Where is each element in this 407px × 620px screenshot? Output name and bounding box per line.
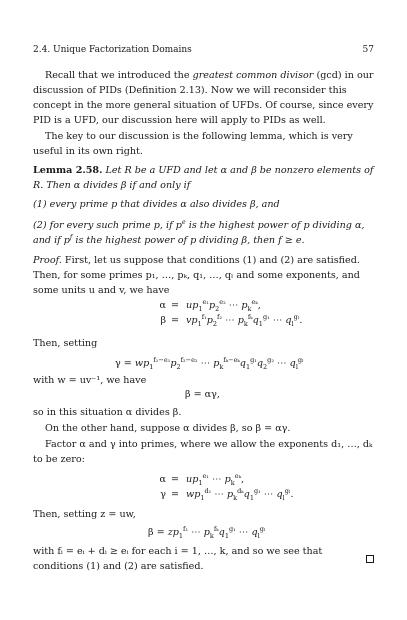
section-title: 2.4. Unique Factorization Domains	[33, 45, 192, 55]
other-hand: On the other hand, suppose α divides β, so β = αγ.	[45, 423, 291, 434]
page-number: 57	[362, 45, 374, 55]
proof-intro	[33, 253, 374, 298]
proof-conclusion: with fᵢ = eᵢ + dᵢ ≥ eᵢ for each i = 1, …, k, and so we see that conditions (1) and (2) are satisfied.	[33, 546, 323, 572]
book-page: 2.4. Unique Factorization Domains 57 Recall that we introduced the greatest common divisor (gcd) in our discussion of PIDs (Definition 2.13). Now we will reconsider this concept in the more general situation of UFDs. Of course, since every PID is a UFD, our discussion here will apply to PIDs as well. The key to our discussion is the following lemma, which is very useful in its own right. Lemma 2.58. Let R be a UFD and let α and β be nonzero elements of R. Then α divides β if and only if (1) every prime p that divides α also divides β, and (2) for every such prime p, if $p^e$ is the highest power of p dividing α, and if $p^f$ is the highest power of p dividing β, then f ≥ e. Proof. First, let us suppose that conditions (1) and (2) are satisfied. Then, for some primes p₁, …, pₖ, q₁, …, qₗ and some exponents, and some units u and v, we have α = $up_1^{e_1}p_2^{e_2}$ ⋯ $p_k^{e_k}$, β = $vp_1^{f_1}p_2^{f_2}$ ⋯ $p_k^{f_k}q_1^{g_1}$ ⋯ $q_l^{g_l}$. Then, setting $\gamma = wp_1^{f_1-e_1}p_2^{f_2-e_2}$ ⋯ $p_k^{f_k-e_k}q_1^{g_1}q_2^{g_2}$ ⋯ $q_l^{g_l}$ with w = uv⁻¹, we have β = αγ, so in this situation α divides β. On the other hand, suppose α divides β, so β = αγ. Factor α and γ into primes, where we allow the exponents d₁, …, dₖ to be zero: α = $up_1^{e_1}$ ⋯ $p_k^{e_k}$, γ = $wp_1^{d_1}$ ⋯ $p_k^{d_k}q_1^{g_1}$ ⋯ $q_l^{g_l}$. Then, setting z = uw, $\beta = zp_1^{f_1}$ ⋯ $p_k^{f_k}q_1^{g_1}$ ⋯ $q_l^{g_l}$ with fᵢ = eᵢ + dᵢ ≥ eᵢ for each i = 1, …, k, and so we see that conditions (1) and (2) are satisfied.	[33, 45, 374, 572]
proof-label: Proof.	[33, 255, 62, 266]
then-setting-z: Then, setting z = uw,	[33, 509, 136, 520]
with-w: with w = uv⁻¹, we have	[33, 375, 147, 386]
proof-text: First, let us suppose that conditions (1) and (2) are satisfied. Then, for some primes p₁, …, pₖ, q₁, …, qₗ and some exponents, and some units u and v, we have	[33, 255, 360, 296]
then-setting: Then, setting	[33, 338, 98, 349]
factor-text: Factor α and γ into primes, where we allow the exponents d₁, …, dₖ to be zero:	[33, 439, 373, 465]
lemma-text: Let R be a UFD and let α and β be nonzero elements of R. Then α divides β if and only if	[33, 165, 374, 191]
paragraph-gcd: Recall that we introduced the greatest common divisor (gcd) in our discussion of PIDs (Definition 2.13). Now we will reconsider this concept in the more general situation of UFDs. Of course, since every PID is a UFD, our discussion here will apply to PIDs as well.	[33, 70, 374, 126]
equation-beta-alpha-gamma: β = αγ,	[185, 389, 220, 400]
equation-gamma: $\gamma = wp_1^{f_1-e_1}p_2^{f_2-e_2}$ ⋯ $p_k^{f_k-e_k}q_1^{g_1}q_2^{g_2}$ ⋯ $q_l^{g_l}$	[115, 355, 304, 371]
so-in-situation: so in this situation α divides β.	[33, 407, 182, 418]
equation-beta-final: $\beta = zp_1^{f_1}$ ⋯ $p_k^{f_k}q_1^{g_1}$ ⋯ $q_l^{g_l}$	[148, 524, 266, 540]
qed-symbol	[366, 555, 374, 563]
lemma-condition-2: (2) for every such prime p, if $p^e$ is the highest power of p dividing α, and if $p^f$ is the highest power of p dividing β, then f ≥ e.	[33, 217, 365, 246]
lemma-condition-1: (1) every prime p that divides α also divides β, and	[33, 199, 280, 210]
paragraph-key: The key to our discussion is the following lemma, which is very useful in its own right.	[33, 131, 353, 157]
lemma-label: Lemma 2.58.	[33, 165, 103, 176]
gcd-term: greatest common divisor	[192, 70, 314, 81]
lemma-statement	[33, 163, 374, 193]
